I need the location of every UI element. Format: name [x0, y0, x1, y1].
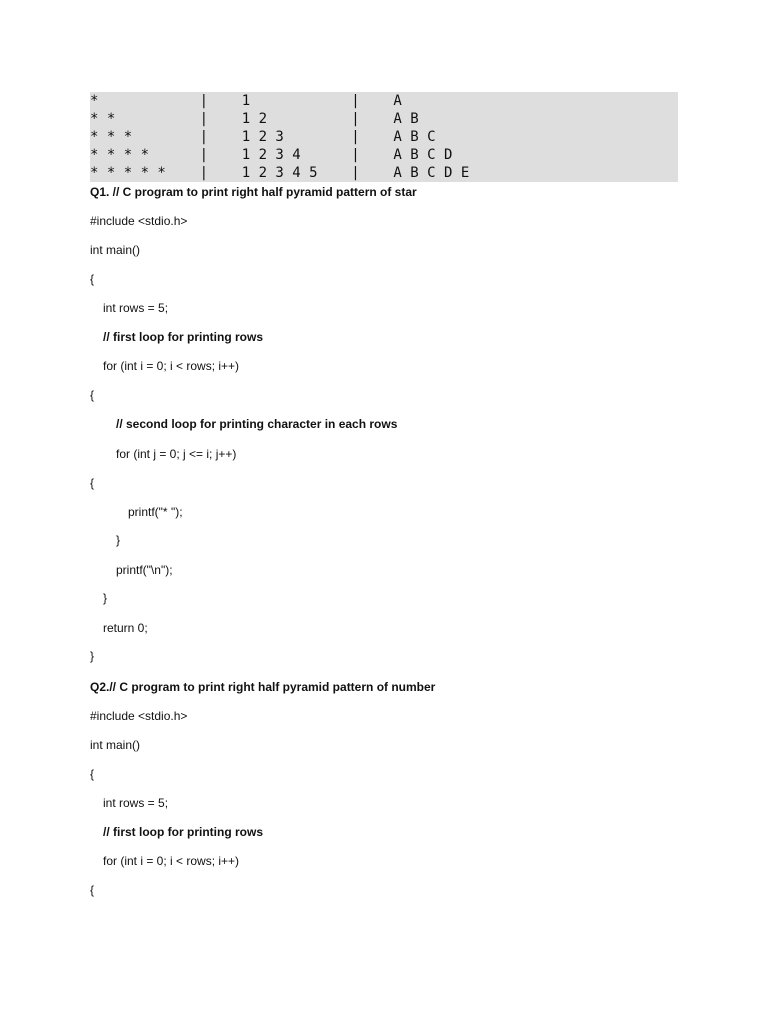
main-function-line: int main() [90, 243, 141, 257]
include-stdio-line-q2: #include <stdio.h> [90, 709, 188, 723]
return-statement-line: return 0; [103, 621, 148, 635]
pattern-line-4: * * * * | 1 2 3 4 | A B C D [90, 147, 453, 163]
main-open-brace-line: { [90, 272, 95, 286]
printf-newline-line: printf("\n"); [116, 563, 173, 577]
rows-declaration-line: int rows = 5; [103, 301, 169, 315]
pattern-line-2: * * | 1 2 | A B [90, 111, 419, 127]
question-1-heading: Q1. // C program to print right half pyramid pattern of star [90, 185, 417, 199]
inner-for-loop-line: for (int j = 0; j <= i; j++) [116, 447, 237, 461]
main-close-brace-line: } [90, 649, 95, 663]
second-loop-comment: // second loop for printing character in each rows [116, 417, 398, 431]
pattern-line-5: * * * * * | 1 2 3 4 5 | A B C D E [90, 165, 470, 181]
pattern-line-1: * | 1 | A [90, 93, 402, 109]
outer-loop-open-brace: { [90, 388, 95, 402]
question-2-heading: Q2.// C program to print right half pyramid pattern of number [90, 680, 436, 694]
first-loop-comment: // first loop for printing rows [103, 330, 263, 344]
outer-for-loop-line-q2: for (int i = 0; i < rows; i++) [103, 854, 240, 868]
main-open-brace-line-q2: { [90, 767, 95, 781]
inner-loop-open-brace: { [90, 476, 95, 490]
pattern-line-3: * * * | 1 2 3 | A B C [90, 129, 436, 145]
rows-declaration-line-q2: int rows = 5; [103, 796, 169, 810]
outer-loop-open-brace-q2: { [90, 883, 95, 897]
include-stdio-line: #include <stdio.h> [90, 214, 188, 228]
pattern-example-block [90, 92, 678, 182]
printf-star-line: printf("* "); [128, 505, 183, 519]
outer-for-loop-line: for (int i = 0; i < rows; i++) [103, 359, 240, 373]
first-loop-comment-q2: // first loop for printing rows [103, 825, 263, 839]
outer-loop-close-brace: } [103, 591, 108, 605]
inner-loop-close-brace: } [116, 533, 121, 547]
main-function-line-q2: int main() [90, 738, 141, 752]
